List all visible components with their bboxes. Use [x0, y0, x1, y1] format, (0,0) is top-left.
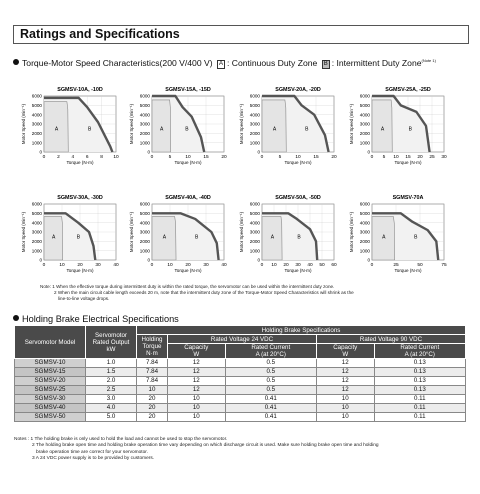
y-tick-label: 6000: [139, 93, 150, 99]
y-tick-label: 4000: [31, 112, 42, 118]
model-cell: SGMSV-50: [15, 413, 86, 422]
col-holding-torque: Holding Torque N·m: [137, 335, 168, 359]
legend-a-text: : Continuous Duty Zone: [227, 57, 318, 68]
x-tick-label: 10: [393, 155, 399, 160]
value-cell: 12: [168, 377, 226, 386]
value-cell: 0.5: [225, 377, 316, 386]
col-brake-group: Holding Brake Specifications: [137, 326, 466, 335]
chart-title: SGMSV-70A: [392, 195, 424, 201]
x-tick-label: 0: [370, 263, 374, 268]
y-tick-label: 3000: [359, 229, 370, 235]
x-tick-label: 20: [283, 263, 289, 268]
model-cell: SGMSV-40: [15, 404, 86, 413]
y-tick-label: 5000: [139, 102, 150, 108]
table-row: [15, 359, 466, 368]
col-24v: Rated Voltage 24 VDC: [168, 335, 317, 344]
x-tick-label: 25: [393, 263, 399, 268]
x-axis-label: Torque (N·m): [66, 268, 94, 273]
y-tick-label: 1000: [359, 140, 370, 146]
y-axis-label: Motor Speed (min⁻¹): [349, 103, 354, 145]
y-tick-label: 6000: [359, 201, 370, 207]
x-tick-label: 30: [203, 263, 209, 268]
zone-b-label: B: [185, 126, 189, 133]
y-tick-label: 5000: [359, 210, 370, 216]
x-axis-label: Torque (N·m): [284, 268, 312, 273]
y-tick-label: 6000: [249, 93, 260, 99]
brake-note-1: Notes : 1 The holding brake is only used to hold the load and cannot be used to stop the servomotor.: [14, 437, 228, 442]
zone-a-label: A: [52, 234, 56, 241]
brake-notes: [14, 437, 379, 462]
zone-a-label: A: [54, 126, 59, 133]
value-cell: 10: [316, 404, 374, 413]
x-tick-label: 5: [168, 155, 172, 160]
col-90v-capacity: Capacity W: [316, 344, 374, 359]
brake-spec-table: [14, 325, 466, 422]
value-cell: 0.13: [374, 359, 466, 368]
value-cell: 12: [316, 368, 374, 377]
chart-2: [129, 87, 227, 165]
x-tick-label: 20: [221, 155, 227, 160]
x-tick-label: 10: [113, 155, 119, 160]
x-tick-label: 10: [185, 155, 191, 160]
y-tick-label: 0: [147, 257, 150, 263]
x-tick-label: 50: [319, 263, 325, 268]
value-cell: 10: [168, 404, 226, 413]
x-tick-label: 30: [95, 263, 101, 268]
table-row: [15, 368, 466, 377]
y-tick-label: 2000: [359, 130, 370, 136]
y-tick-label: 3000: [139, 121, 150, 127]
chart-title: SGMSV-20A, -20D: [275, 87, 321, 93]
y-tick-label: 1000: [31, 140, 42, 146]
col-24v-current: Rated Current A (at 20°C): [225, 344, 316, 359]
y-tick-label: 2000: [359, 238, 370, 244]
x-tick-label: 40: [307, 263, 313, 268]
value-cell: 0.41: [225, 413, 316, 422]
chart-8: [349, 195, 447, 273]
value-cell: 10: [316, 413, 374, 422]
y-axis-label: Motor Speed (min⁻¹): [239, 211, 244, 253]
x-tick-label: 20: [185, 263, 191, 268]
x-tick-label: 20: [417, 155, 423, 160]
y-tick-label: 5000: [249, 102, 260, 108]
x-tick-label: 10: [295, 155, 301, 160]
model-cell: SGMSV-10: [15, 359, 86, 368]
y-tick-label: 6000: [359, 93, 370, 99]
value-cell: 20: [137, 413, 168, 422]
y-tick-label: 0: [257, 257, 260, 263]
zone-a-label: A: [380, 126, 385, 133]
x-tick-label: 15: [405, 155, 411, 160]
model-cell: SGMSV-30: [15, 395, 86, 404]
y-tick-label: 5000: [249, 210, 260, 216]
value-cell: 0.13: [374, 377, 466, 386]
y-tick-label: 2000: [31, 130, 42, 136]
y-tick-label: 0: [39, 257, 42, 263]
y-tick-label: 4000: [249, 112, 260, 118]
y-tick-label: 1000: [139, 140, 150, 146]
value-cell: 0.5: [225, 386, 316, 395]
chart-title: SGMSV-25A, -25D: [385, 87, 431, 93]
y-tick-label: 0: [147, 149, 150, 155]
zone-b-label: B: [87, 126, 92, 133]
y-tick-label: 5000: [139, 210, 150, 216]
x-tick-label: 30: [295, 263, 301, 268]
y-tick-label: 1000: [249, 248, 260, 254]
x-tick-label: 15: [313, 155, 319, 160]
value-cell: 5.0: [86, 413, 137, 422]
y-axis-label: Motor Speed (min⁻¹): [21, 211, 26, 253]
x-tick-label: 20: [77, 263, 83, 268]
value-cell: 10: [316, 395, 374, 404]
brake-note-4: 3 A 24 VDC power supply is to be provided by customers.: [32, 455, 155, 461]
y-tick-label: 5000: [31, 210, 42, 216]
y-tick-label: 2000: [139, 238, 150, 244]
value-cell: 7.84: [137, 368, 168, 377]
table-row: [15, 377, 466, 386]
chart-1: [21, 87, 119, 165]
x-tick-label: 25: [429, 155, 435, 160]
y-tick-label: 3000: [249, 229, 260, 235]
value-cell: 10: [168, 413, 226, 422]
y-tick-label: 5000: [359, 102, 370, 108]
bullet-icon: [13, 315, 19, 321]
chart-title: SGMSV-30A, -30D: [57, 195, 103, 201]
x-tick-label: 20: [331, 155, 337, 160]
zone-a-label: A: [382, 234, 386, 241]
x-tick-label: 0: [42, 263, 46, 268]
x-tick-label: 0: [150, 263, 154, 268]
x-tick-label: 5: [278, 155, 282, 160]
model-cell: SGMSV-20: [15, 377, 86, 386]
value-cell: 0.11: [374, 413, 466, 422]
y-tick-label: 2000: [139, 130, 150, 136]
x-tick-label: 10: [59, 263, 65, 268]
value-cell: 2.5: [86, 386, 137, 395]
x-tick-label: 2: [57, 155, 60, 160]
legend-a-box: A: [218, 60, 223, 67]
page-title: Ratings and Specifications: [20, 27, 180, 41]
value-cell: 0.5: [225, 368, 316, 377]
x-tick-label: 10: [271, 263, 277, 268]
value-cell: 7.84: [137, 377, 168, 386]
value-cell: 1.5: [86, 368, 137, 377]
y-tick-label: 6000: [31, 93, 42, 99]
x-tick-label: 0: [42, 155, 46, 160]
y-tick-label: 3000: [249, 121, 260, 127]
x-tick-label: 10: [167, 263, 173, 268]
y-tick-label: 3000: [31, 229, 42, 235]
legend-b-box: B: [323, 60, 328, 67]
x-tick-label: 4: [71, 155, 75, 160]
y-tick-label: 6000: [249, 201, 260, 207]
y-tick-label: 6000: [31, 201, 42, 207]
x-axis-label: Torque (N·m): [174, 268, 202, 273]
model-cell: SGMSV-15: [15, 368, 86, 377]
zone-a-label: A: [272, 126, 277, 133]
zone-b-label: B: [305, 126, 309, 133]
value-cell: 0.41: [225, 395, 316, 404]
chart-title: SGMSV-50A, -50D: [275, 195, 321, 201]
value-cell: 12: [316, 359, 374, 368]
x-tick-label: 0: [260, 155, 264, 160]
chart-title: SGMSV-40A, -40D: [165, 195, 211, 201]
y-axis-label: Motor Speed (min⁻¹): [129, 211, 134, 253]
y-tick-label: 4000: [139, 220, 150, 226]
y-tick-label: 3000: [359, 121, 370, 127]
zone-b-label: B: [76, 234, 81, 241]
value-cell: 4.0: [86, 404, 137, 413]
value-cell: 0.5: [225, 359, 316, 368]
y-axis-label: Motor Speed (min⁻¹): [349, 211, 354, 253]
zone-b-label: B: [408, 126, 413, 133]
chart-title: SGMSV-10A, -10D: [57, 87, 103, 93]
y-tick-label: 5000: [31, 102, 42, 108]
zone-a-label: A: [270, 234, 275, 241]
x-tick-label: 75: [441, 263, 447, 268]
col-model: Servomotor Model: [15, 326, 86, 359]
y-tick-label: 4000: [31, 220, 42, 226]
y-tick-label: 1000: [249, 140, 260, 146]
torque-note-3: line-to-line voltage drops.: [58, 296, 110, 302]
x-axis-label: Torque (N·m): [394, 268, 422, 273]
value-cell: 0.13: [374, 386, 466, 395]
x-tick-label: 40: [221, 263, 227, 268]
value-cell: 10: [168, 395, 226, 404]
value-cell: 0.13: [374, 368, 466, 377]
value-cell: 3.0: [86, 395, 137, 404]
torque-note-1: Note: 1 When the effective torque during intermittent duty is within the rated torque, the servomotor can be used within the intermittent duty zone.: [40, 284, 335, 289]
brake-heading-text: Holding Brake Electrical Specifications: [22, 314, 179, 324]
torque-heading-text: Torque-Motor Speed Characteristics(200 V/400 V): [22, 57, 213, 68]
x-tick-label: 60: [331, 263, 337, 268]
brake-note-3: brake operation time are correct for your servomotor.: [36, 449, 148, 455]
value-cell: 7.84: [137, 359, 168, 368]
value-cell: 1.0: [86, 359, 137, 368]
brake-note-2: 2 The holding brake open time and holding brake operation time vary depending on which discharge circuit is used. Make sure holding brake open time and holding: [32, 443, 379, 449]
x-tick-label: 5: [382, 155, 386, 160]
value-cell: 12: [168, 368, 226, 377]
x-tick-label: 0: [150, 155, 154, 160]
model-cell: SGMSV-25: [15, 386, 86, 395]
y-tick-label: 1000: [31, 248, 42, 254]
col-output: Servomotor Rated Output kW: [86, 326, 137, 359]
value-cell: 12: [168, 386, 226, 395]
y-tick-label: 0: [367, 149, 370, 155]
value-cell: 2.0: [86, 377, 137, 386]
chart-3: [239, 87, 337, 165]
chart-4: [349, 87, 447, 165]
y-tick-label: 4000: [359, 112, 370, 118]
legend-b-note: (Note 1): [421, 58, 436, 63]
chart-6: [129, 195, 227, 273]
y-axis-label: Motor Speed (min⁻¹): [21, 103, 26, 145]
torque-notes: [40, 284, 354, 303]
x-axis-label: Torque (N·m): [66, 160, 94, 165]
x-tick-label: 15: [203, 155, 209, 160]
table-row: [15, 395, 466, 404]
x-axis-label: Torque (N·m): [284, 160, 312, 165]
x-tick-label: 0: [260, 263, 264, 268]
y-axis-label: Motor Speed (min⁻¹): [129, 103, 134, 145]
zone-b-label: B: [194, 234, 199, 241]
y-tick-label: 3000: [31, 121, 42, 127]
x-tick-label: 8: [100, 155, 103, 160]
zone-b-label: B: [297, 234, 301, 241]
chart-5: [21, 195, 119, 273]
y-tick-label: 6000: [139, 201, 150, 207]
value-cell: 12: [168, 359, 226, 368]
y-tick-label: 3000: [139, 229, 150, 235]
torque-note-2: 2 When the main circuit cable length exceeds 20 m, note that the intermittent duty zone of the Torque-Motor Speed Characteristics will shrink as the: [54, 290, 354, 296]
value-cell: 12: [316, 377, 374, 386]
y-tick-label: 4000: [359, 220, 370, 226]
zone-a-label: A: [160, 126, 164, 133]
value-cell: 10: [137, 386, 168, 395]
zone-b-label: B: [414, 234, 418, 241]
chart-7: [239, 195, 337, 273]
brake-section-heading: [13, 314, 179, 325]
y-tick-label: 4000: [249, 220, 260, 226]
col-90v: Rated Voltage 90 VDC: [316, 335, 465, 344]
value-cell: 0.11: [374, 395, 466, 404]
x-axis-label: Torque (N·m): [394, 160, 422, 165]
x-tick-label: 6: [85, 155, 89, 160]
legend-b-text: : Intermittent Duty Zone: [331, 57, 422, 68]
y-tick-label: 2000: [249, 130, 260, 136]
y-axis-label: Motor Speed (min⁻¹): [239, 103, 244, 145]
col-90v-current: Rated Current A (at 20°C): [374, 344, 466, 359]
y-tick-label: 0: [39, 149, 42, 155]
value-cell: 12: [316, 386, 374, 395]
x-tick-label: 30: [441, 155, 447, 160]
y-tick-label: 4000: [139, 112, 150, 118]
table-row: [15, 413, 466, 422]
x-tick-label: 0: [370, 155, 374, 160]
table-row: [15, 404, 466, 413]
zone-a-label: A: [162, 234, 167, 241]
value-cell: 20: [137, 395, 168, 404]
y-tick-label: 0: [367, 257, 370, 263]
value-cell: 0.11: [374, 404, 466, 413]
value-cell: 0.41: [225, 404, 316, 413]
y-tick-label: 2000: [31, 238, 42, 244]
x-tick-label: 40: [113, 263, 119, 268]
value-cell: 20: [137, 404, 168, 413]
x-axis-label: Torque (N·m): [174, 160, 202, 165]
col-24v-capacity: Capacity W: [168, 344, 226, 359]
chart-title: SGMSV-15A, -15D: [165, 87, 211, 93]
y-tick-label: 2000: [249, 238, 260, 244]
y-tick-label: 1000: [359, 248, 370, 254]
y-tick-label: 1000: [139, 248, 150, 254]
x-tick-label: 50: [417, 263, 423, 268]
table-row: [15, 386, 466, 395]
y-tick-label: 0: [257, 149, 260, 155]
